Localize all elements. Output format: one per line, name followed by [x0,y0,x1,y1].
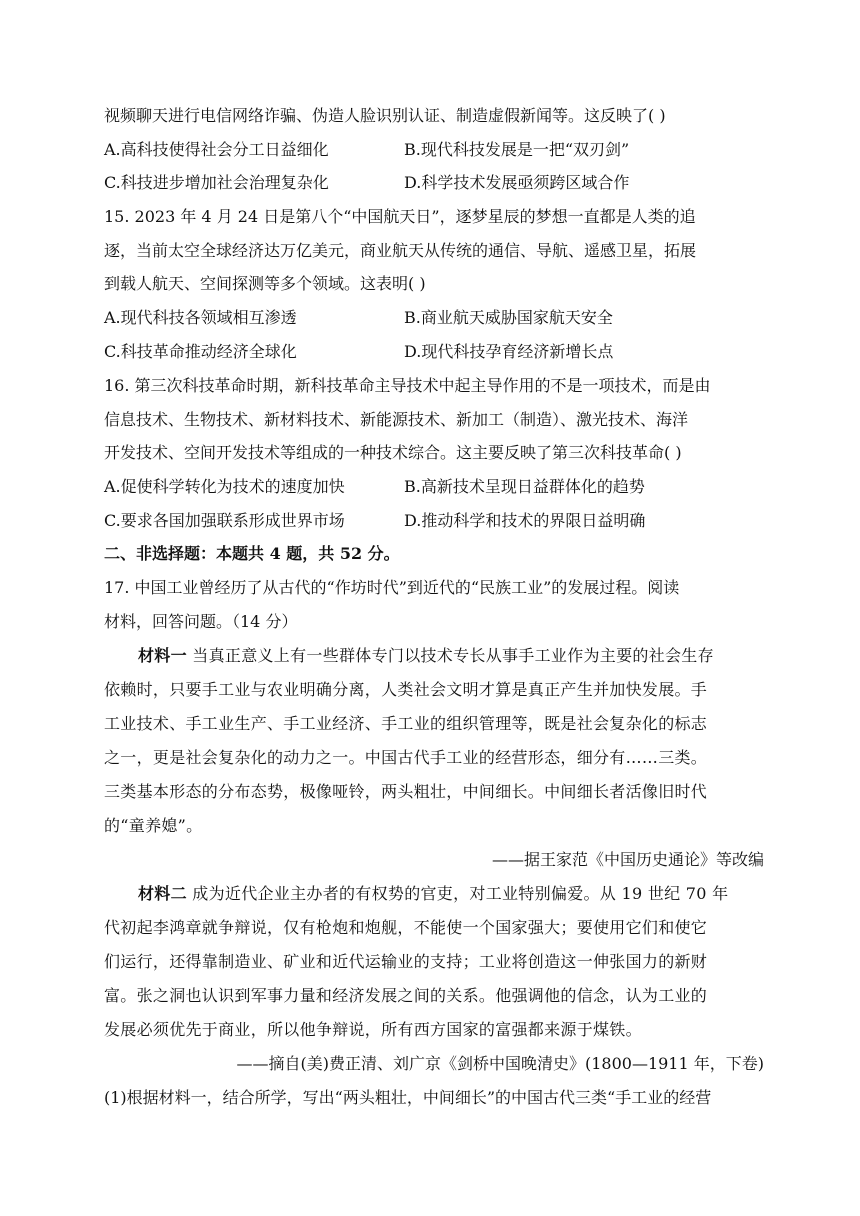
material2-source: ——摘自(美)费正清、刘广京《剑桥中国晚清史》(1800—1911 年，下卷) [236,1054,764,1073]
q17-sub1: (1)根据材料一，结合所学，写出“两头粗壮，中间细长”的中国古代三类“手工业的经营 [104,1088,712,1107]
material1-text-1: 当真正意义上有一些群体专门以技术专长从事手工业作为主要的社会生存 [186,646,714,665]
material2-label: 材料二 [138,884,187,903]
q16-option-c: C.要求各国加强联系形成世界市场 [104,511,345,530]
q14-option-d: D.科学技术发展亟须跨区域合作 [404,173,630,192]
q17-stem-line-1: 17. 中国工业曾经历了从古代的“作坊时代”到近代的“民族工业”的发展过程。阅读 [104,578,680,597]
material1-label: 材料一 [138,646,187,665]
q15-option-d: D.现代科技孕育经济新增长点 [404,342,614,361]
material2-line-2: 代初起李鸿章就争辩说，仅有枪炮和炮舰，不能使一个国家强大；要使用它们和使它 [104,918,708,937]
q14-option-a: A.高科技使得社会分工日益细化 [104,140,329,159]
material1-line-2: 依赖时，只要手工业与农业明确分离，人类社会文明才算是真正产生并加快发展。手 [104,680,708,699]
q15-option-a: A.现代科技各领域相互渗透 [104,308,297,327]
q17-stem-line-2: 材料，回答问题。（14 分） [104,612,298,631]
q15-stem-line-1: 15. 2023 年 4 月 24 日是第八个“中国航天日”，逐梦星辰的梦想一直都是人类的追 [104,207,696,226]
q15-option-c: C.科技革命推动经济全球化 [104,342,297,361]
q16-option-a: A.促使科学转化为技术的速度加快 [104,477,345,496]
q15-stem-line-3: 到载人航天、空间探测等多个领域。这表明( ) [104,274,426,293]
q16-stem-line-2: 信息技术、生物技术、新材料技术、新能源技术、新加工（制造）、激光技术、海洋 [104,410,689,429]
q16-option-b: B.高新技术呈现日益群体化的趋势 [404,477,645,496]
q16-option-d: D.推动科学和技术的界限日益明确 [404,511,646,530]
q14-option-b: B.现代科技发展是一把“双刃剑” [404,140,630,159]
material2-line-5: 发展必须优先于商业，所以他争辩说，所有西方国家的富强都来源于煤铁。 [104,1020,642,1039]
q15-stem-line-2: 逐，当前太空全球经济达万亿美元，商业航天从传统的通信、导航、遥感卫星，拓展 [104,241,697,260]
q14-stem-tail: 视频聊天进行电信网络诈骗、伪造人脸识别认证、制造虚假新闻等。这反映了( ) [104,106,666,125]
material1-line-5: 三类基本形态的分布态势，极像哑铃，两头粗壮，中间细长。中间细长者活像旧时代 [104,782,708,801]
material1-source: ——据王家范《中国历史通论》等改编 [491,850,764,869]
q16-stem-line-3: 开发技术、空间开发技术等组成的一种技术综合。这主要反映了第三次科技革命( ) [104,443,682,462]
q14-option-c: C.科技进步增加社会治理复杂化 [104,173,329,192]
material1-line-4: 之一，更是社会复杂化的动力之一。中国古代手工业的经营形态，细分有……三类。 [104,748,708,767]
material2-line-4: 富。张之洞也认识到军事力量和经济发展之间的关系。他强调他的信念，认为工业的 [104,986,708,1005]
section-heading: 二、非选择题：本题共 4 题，共 52 分。 [104,544,400,563]
material1-line-3: 工业技术、手工业生产、手工业经济、手工业的组织管理等，既是社会复杂化的标志 [104,714,708,733]
q15-option-b: B.商业航天威胁国家航天安全 [404,308,613,327]
material1-line-6: 的“童养媳”。 [104,816,203,835]
material2-line-3: 们运行，还得靠制造业、矿业和近代运输业的支持；工业将创造这一伸张国力的新财 [104,952,708,971]
q16-stem-line-1: 16. 第三次科技革命时期，新科技革命主导技术中起主导作用的不是一项技术，而是由 [104,376,711,395]
material1-line-1 [138,646,766,666]
material2-text-1: 成为近代企业主办者的有权势的官吏，对工业特别偏爱。从 19 世纪 70 年 [186,884,729,903]
material2-line-1 [138,884,766,904]
